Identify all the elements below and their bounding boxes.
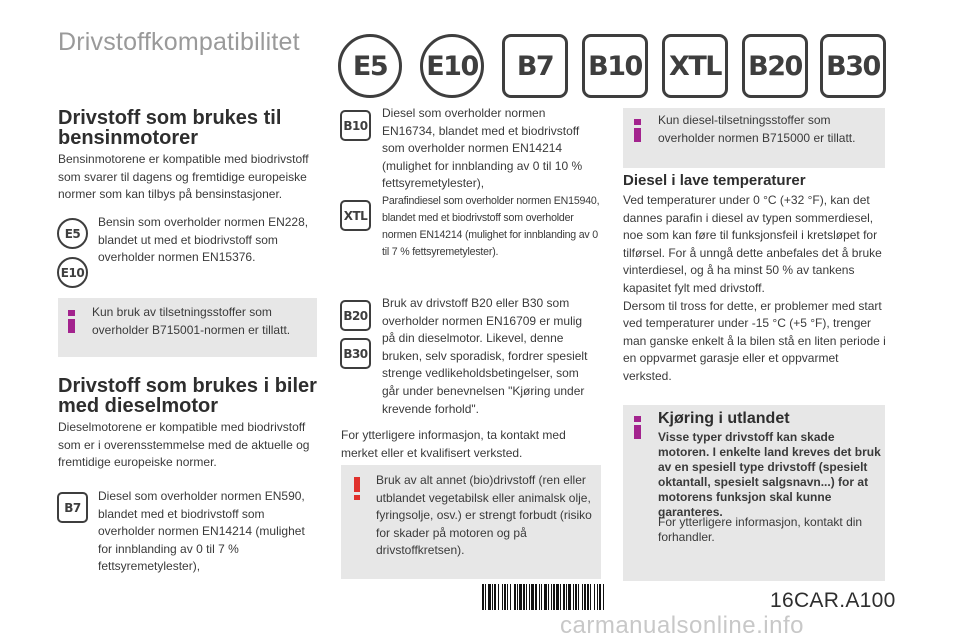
b30-badge: B30 <box>340 338 371 369</box>
abroad-text: For ytterligere informasjon, kontakt din forhandler. <box>658 515 863 544</box>
fuel-badge-b30: B30 <box>820 34 886 98</box>
b7-description: Diesel som overholder normen EN590, blandet med et biodrivstoff som overholder normen EN14214 (mulighet for innblanding av 0 til 7 % fettsyremetylester), <box>98 489 305 574</box>
b20-badge: B20 <box>340 300 371 331</box>
fuel-badge-b10: B10 <box>582 34 648 98</box>
fuel-badge-row <box>338 34 886 98</box>
fuel-badge-b7: B7 <box>502 34 568 98</box>
abroad-info-box <box>623 405 885 581</box>
fuel-badge-b20: B20 <box>742 34 808 98</box>
low-temp-heading: Diesel i lave temperaturer <box>623 172 806 189</box>
fuel-warning-box <box>341 465 601 579</box>
diesel-intro: Dieselmotorene er kompatible med biodrivstoff som er i overensstemmelse med de aktuelle og fremtidige europeiske normer. <box>58 420 310 470</box>
petrol-heading: Drivstoff som brukes til bensinmotorer <box>58 107 282 149</box>
diesel-contact-note: For ytterligere informasjon, ta kontakt med merket eller et kvalifisert verksted. <box>341 428 566 460</box>
diesel-heading: Drivstoff som brukes i biler med dieselmotor <box>58 375 317 417</box>
petrol-additive-info: Kun bruk av tilsetningsstoffer som overholder B715001-normen er tillatt. <box>92 305 291 337</box>
b20-b30-description: Bruk av drivstoff B20 eller B30 som overholder normen EN16709 er mulig på din dieselmotor. Likevel, denne bruken, selv sporadisk, fordrer spesielt strenge vedlikeholdsbetingelser, som går under benevnelsen "Kjøring under krevende forhold". <box>382 296 588 416</box>
page-title: Drivstoffkompatibilitet <box>58 28 300 56</box>
watermark: carmanualsonline.info <box>560 612 804 639</box>
b7-badge: B7 <box>57 492 88 523</box>
xtl-description: Parafindiesel som overholder normen EN15940, blandet med et biodrivstoff som overholder normen EN14214 (mulighet for innblanding av 0 til 7 % fettsyremetylester). <box>382 195 600 258</box>
fuel-badge-e10: E10 <box>420 34 484 98</box>
diesel-additive-info: Kun diesel-tilsetningsstoffer som overholder normen B715000 er tillatt. <box>658 113 856 145</box>
barcode <box>482 584 722 610</box>
fuel-badge-xtl: XTL <box>662 34 728 98</box>
fuel-badge-e5: E5 <box>338 34 402 98</box>
document-code: 16CAR.A100 <box>770 589 896 612</box>
diesel-additive-info-box <box>623 108 885 168</box>
petrol-additive-info-box <box>58 298 317 357</box>
xtl-badge: XTL <box>340 200 371 231</box>
petrol-intro: Bensinmotorene er kompatible med biodrivstoff som svarer til dagens og fremtidige europeiske normer som kan tilbys på bensinstasjoner. <box>58 152 309 202</box>
low-temp-text: Ved temperaturer under 0 °C (+32 °F), kan det dannes parafin i diesel av typen sommerdiesel, noe som kan føre til funksjonsfeil i kretsløpet for tilførsel. For å unngå dette anbefales det å bruke vinterdiesel, og å ha minst 50 % av tankens kapasitet fylt med drivstoff. Dersom til tross for dette, er problemer med start ved temperaturer under -15 °C (+5 °F), trenger man ganske enkelt å la bilen stå en liten periode i en oppvarmet garasje eller et oppvarmet verksted. <box>623 193 886 383</box>
b10-badge: B10 <box>340 110 371 141</box>
e5-e10-description: Bensin som overholder normen EN228, blandet ut med et biodrivstoff som overholder normen EN15376. <box>98 215 309 265</box>
b10-description: Diesel som overholder normen EN16734, blandet med et biodrivstoff som overholder normen EN14214 (mulighet for innblanding av 0 til 10 % fettsyremetylester), <box>382 106 583 191</box>
e10-badge: E10 <box>57 257 88 288</box>
fuel-warning-text: Bruk av alt annet (bio)drivstoff (ren eller utblandet vegetabilsk eller animalsk olje, fyringsolje, osv.) er strengt forbudt (risiko for skader på motoren og på drivstoffkretsen). <box>376 473 592 558</box>
abroad-heading: Kjøring i utlandet <box>658 410 790 427</box>
abroad-bold-text: Visse typer drivstoff kan skade motoren. I enkelte land kreves det bruk av en spesiell type drivstoff (spesielt oktantall, spesielt salgsnavn...) for at motorens funksjon skal kunne garanteres. <box>658 430 881 519</box>
e5-badge: E5 <box>57 218 88 249</box>
